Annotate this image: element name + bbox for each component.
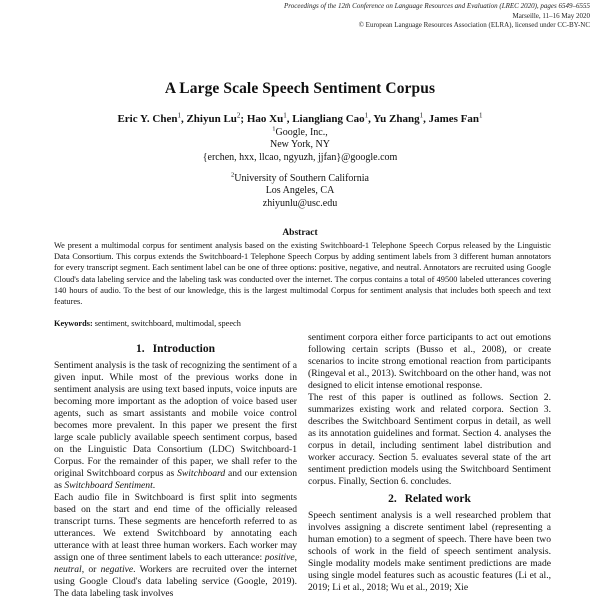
abstract-text: We present a multimodal corpus for sentiment analysis based on the existing Switchboard-1 Telephone Speech Corpus released by the Linguistic Data Consortium. This corpus extends the Switchboard-1 Telephone Speech Corpus by adding sentiment labels from 3 different human annotators for every transcript segment. Each sentiment label can be one of three options: positive, negative, and neutral. Annotators are recruited using Google Cloud's data labeling service and the labeling task was conducted over the internet. The corpus contains a total of 49500 labeled utterances covering 140 hours of audio. To the best of our knowledge, this is the largest multimodal Corpus for sentiment analysis that includes both speech and text features. [54,241,551,307]
author-affiliation-mark: 1 [479,111,483,120]
keywords-text: sentiment, switchboard, multimodal, speech [92,319,241,328]
intro-paragraph-1 [54,360,297,492]
affiliation-email: {erchen, hxx, llcao, ngyuzh, jjfan}@google.com [202,151,398,163]
author-list [0,113,600,125]
venue-line: Proceedings of the 12th Conference on Language Resources and Evaluation (LREC 2020), pages 6549–6555 [283,2,590,10]
keywords-line [54,318,551,329]
section-heading-introduction [54,343,297,355]
affiliation-org: Google, Inc., [275,127,328,138]
keywords-label: Keywords: [54,319,93,328]
text-run: . Workers are recruited over the internet using Google Cloud's data labeling service (Google, 2019). The data labeling task involves [54,564,298,599]
left-column [54,340,297,600]
section-heading-related-work [308,493,551,505]
license-line: © European Language Resources Association (ELRA), licensed under CC-BY-NC [358,21,590,30]
emphasis: Switchboard [177,468,226,479]
affiliation-email: zhiyunlu@usc.edu [262,197,338,209]
author-separator: , [180,113,187,125]
intro-paragraph-3: sentiment corpora either force participants to act out emotions following certain scripts (Busso et al., 2008), or create scenarios to incite strong emotional reaction from participants (Ringeval et al., 2013). Switchboard on the other hand, was not designed to elicit intense emotional response. [308,332,551,391]
author-affiliation-mark: 1 [364,111,369,120]
intro-paragraph-2: Each audio file in Switchboard is first split into segments based on the start and end time of the officially released transcript turns. These segments are henceforth referred to as utterances. We extend Switchboard by annotating each utterance with at least three human workers. Each worker may assign one of three sentiment labels to each utterance: positive, neutral, or negative. Workers are recruited over the internet using Google Cloud's data labeling service (Google, 2019). The data labeling task involves [54,492,298,599]
affiliation-usc [0,173,600,210]
author-affiliation-mark: 1 [283,111,287,120]
emphasis: Switchboard Sentiment [64,480,153,491]
text-run: . [152,480,156,491]
proceedings-header [250,2,590,31]
text-run: and our extension as [54,468,297,491]
affiliation-city: New York, NY [269,139,330,151]
text-run: Sentiment analysis is the task of recognizing the sentiment of a given input. While most of the previous works done in sentiment analysis are using text based inputs, voice inputs are becoming more important as the adoption of voice based user agents, such as smart assistants and mobile voice control becomes more prevalent. In this paper we present the first large scale publicly available speech sentiment corpus, based on the Linguistic Data Consortium (LDC) Switchboard-1 Corpus. For the remainder of this paper, we shall refer to the original Switchboard corpus as [54,360,297,479]
affiliation-org: University of Southern California [234,173,369,184]
related-work-paragraph-1: Speech sentiment analysis is a well researched problem that involves assigning a discrete sentiment label (representing a human emotion) to a segment of speech. There have been two schools of work in the field of speech sentiment analysis. Single modality models make sentiment predictions are made using single model features such as acoustic features (Li et al., 2019; Li et al., 2018; Wu et al., 2019; Xie [308,510,551,593]
emphasis: negative [100,564,134,575]
location-line: Marseille, 11–16 May 2020 [512,11,590,20]
author-separator: , [423,113,429,125]
author-affiliation-mark: 2 [236,111,241,120]
section-number: 1. [135,343,145,355]
text-run: Each audio file in Switchboard is first split into segments based on the start and end time of the officially released transcript turns. These segments are henceforth referred to as utterances. We extend Switchboard by annotating each utterance with at least three human workers. Each worker may assign one of three sentiment labels to each utterance: [54,492,297,563]
author-name: Eric Y. Chen [117,113,178,125]
author-separator: , [286,113,293,125]
intro-paragraph-4: The rest of this paper is outlined as follows. Section 2. summarizes existing work and related corpora. Section 3. describes the Switchboard Sentiment corpus in detail, as well as its annotation guidelines and format. Section 4. analyses the corpus in detail, including sentiment label distribution and worker accuracy. Section 5. evaluates several state of the art sentiment prediction models using the Switchboard Sentiment corpus. Finally, Section 6. concludes. [308,392,551,487]
emphasis: neutral [54,564,82,575]
author-affiliation-mark: 1 [177,111,181,120]
author-name: Yu Zhang [373,113,420,125]
paper-title: A Large Scale Speech Sentiment Corpus [164,80,436,97]
section-title: Introduction [152,343,216,355]
author-separator: ; [240,113,247,125]
emphasis: positive [264,552,295,563]
author-name: Zhiyun Lu [186,113,237,125]
author-affiliation-mark: 1 [419,111,424,120]
affiliation-city: Los Angeles, CA [265,185,335,197]
affiliation-google [0,127,600,164]
affiliation-mark: 2 [231,171,235,179]
section-number: 2. [388,493,397,505]
author-name: Liangliang Cao [292,113,365,125]
right-column [308,332,551,594]
author-name: James Fan [428,113,480,125]
section-title: Related work [404,493,471,505]
author-name: Hao Xu [246,113,284,125]
author-separator: , [368,113,374,125]
affiliation-mark: 1 [272,125,276,133]
abstract-heading: Abstract [282,228,318,238]
